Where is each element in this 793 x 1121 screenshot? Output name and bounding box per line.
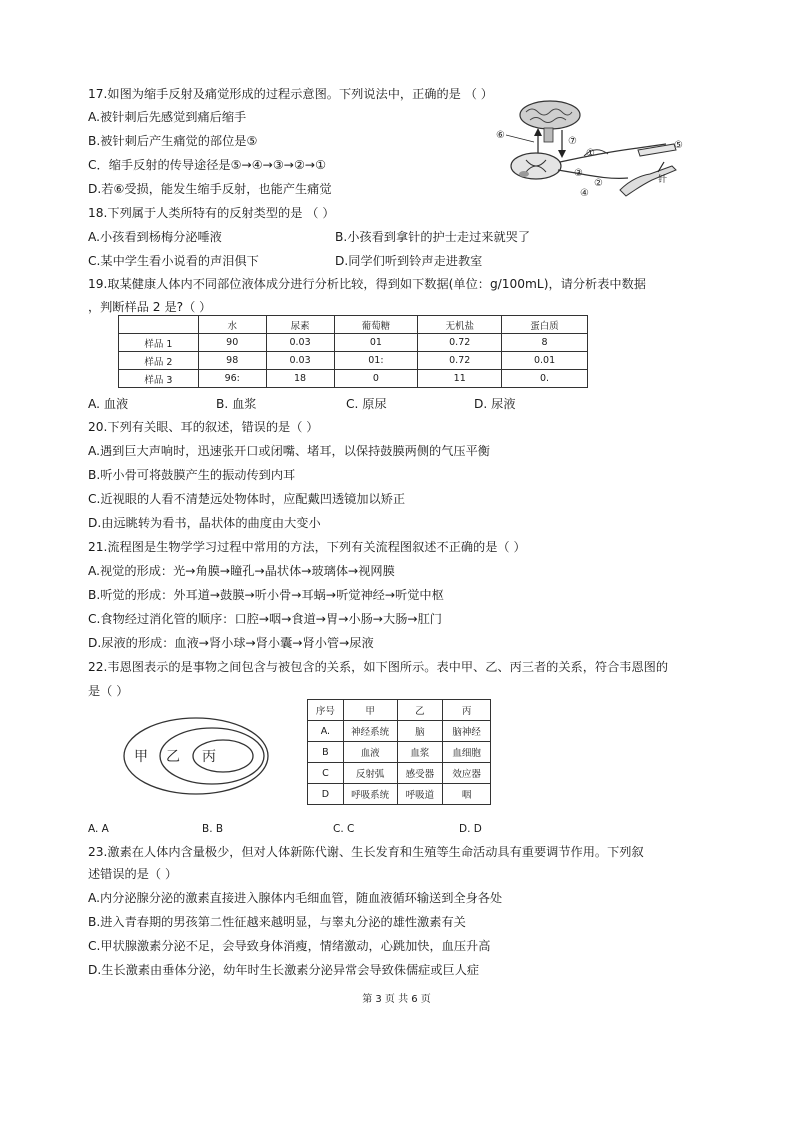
q19-stem-line2: ，判断样品 2 是?（ ） (88, 300, 212, 314)
figure-label-6: ⑥ (496, 130, 505, 141)
table-header: 序号 (308, 700, 344, 721)
q20-stem: 20.下列有关眼、耳的叙述，错误的是（ ） (88, 420, 319, 434)
table-row (308, 721, 491, 742)
table-header: 葡萄糖 (334, 316, 418, 334)
spinal-cord-illustration (511, 153, 561, 179)
table-cell: C (308, 763, 344, 784)
q17-stem: 17.如图为缩手反射及痛觉形成的过程示意图。下列说法中，正确的是 （ ） (88, 87, 493, 101)
table-header: 尿素 (266, 316, 334, 334)
q19-option-a: A. 血液 (88, 397, 129, 411)
table-cell: 呼吸系统 (343, 784, 397, 805)
figure-label-2: ② (594, 178, 603, 189)
table-cell: 01: (334, 352, 418, 370)
q23-option-c: C.甲状腺激素分泌不足，会导致身体消瘦，情绪激动，心跳加快，血压升高 (88, 939, 491, 953)
q19-option-b: B. 血浆 (216, 397, 257, 411)
q23-option-a: A.内分泌腺分泌的激素直接进入腺体内毛细血管，随血液循环输送到全身各处 (88, 891, 503, 905)
q18-stem: 18.下列属于人类所特有的反射类型的是 （ ） (88, 206, 335, 220)
q17-option-d: D.若⑥受损，能发生缩手反射，也能产生痛觉 (88, 182, 332, 196)
table-cell: 脑神经 (443, 721, 491, 742)
table-cell: 01 (334, 334, 418, 352)
q23-option-d: D.生长激素由垂体分泌，幼年时生长激素分泌异常会导致侏儒症或巨人症 (88, 963, 480, 977)
table-cell: 脑 (397, 721, 443, 742)
figure-label-7: ⑦ (568, 136, 577, 147)
q22-option-a: A. A (88, 823, 109, 835)
table-row (308, 784, 491, 805)
table-cell: 神经系统 (343, 721, 397, 742)
table-header: 蛋白质 (502, 316, 588, 334)
table-cell: B (308, 742, 344, 763)
q20-option-a: A.遇到巨大声响时，迅速张开口或闭嘴、堵耳，以保持鼓膜两侧的气压平衡 (88, 444, 490, 458)
q21-stem: 21.流程图是生物学学习过程中常用的方法，下列有关流程图叙述不正确的是（ ） (88, 540, 526, 554)
q23-stem-line1: 23.激素在人体内含量极少，但对人体新陈代谢、生长发育和生殖等生命活动具有重要调节作用。下列叙 (88, 845, 644, 859)
q18-option-a: A.小孩看到杨梅分泌唾液 (88, 230, 222, 244)
arm-illustration (620, 144, 676, 196)
q19-option-d: D. 尿液 (474, 397, 516, 411)
venn-diagram (120, 712, 272, 802)
q17-option-c: C．缩手反射的传导途径是⑤→④→③→②→① (88, 158, 327, 172)
q20-option-c: C.近视眼的人看不清楚远处物体时，应配戴凹透镜加以矫正 (88, 492, 406, 506)
table-row (119, 352, 588, 370)
figure-label-needle: 针 (658, 175, 668, 185)
q19-stem-line1: 19.取某健康人体内不同部位液体成分进行分析比较，得到如下数据(单位：g/100mL)，请分析表中数据 (88, 277, 646, 291)
table-header-row (119, 316, 588, 334)
table-header: 丙 (443, 700, 491, 721)
q21-option-d: D.尿液的形成：血液→肾小球→肾小囊→肾小管→尿液 (88, 636, 374, 650)
venn-label-bing: 丙 (202, 749, 216, 765)
table-cell: 8 (502, 334, 588, 352)
table-cell: 呼吸道 (397, 784, 443, 805)
table-cell: D (308, 784, 344, 805)
table-cell: 感受器 (397, 763, 443, 784)
table-cell: 血细胞 (443, 742, 491, 763)
table-cell: 反射弧 (343, 763, 397, 784)
fluid-composition-table (118, 315, 588, 388)
q23-option-b: B.进入青春期的男孩第二性征越来越明显，与睾丸分泌的雄性激素有关 (88, 915, 466, 929)
table-cell: 样品 3 (119, 370, 199, 388)
table-row (119, 370, 588, 388)
venn-label-jia: 甲 (134, 749, 148, 765)
venn-label-yi: 乙 (166, 749, 180, 765)
table-cell: 0. (502, 370, 588, 388)
table-cell: 咽 (443, 784, 491, 805)
q18-option-b: B.小孩看到拿针的护士走过来就哭了 (335, 230, 531, 244)
q21-option-c: C.食物经过消化管的顺序：口腔→咽→食道→胃→小肠→大肠→肛门 (88, 612, 442, 626)
figure-label-3: ③ (574, 168, 583, 179)
q23-stem-line2: 述错误的是（ ） (88, 867, 178, 881)
page-footer: 第 3 页 共 6 页 (362, 994, 431, 1005)
q17-option-b: B.被针刺后产生痛觉的部位是⑤ (88, 134, 258, 148)
figure-label-5: ⑤ (674, 140, 683, 151)
table-cell: 0.72 (418, 352, 502, 370)
table-cell: 效应器 (443, 763, 491, 784)
table-cell: 90 (198, 334, 266, 352)
table-header: 水 (198, 316, 266, 334)
table-cell: 样品 1 (119, 334, 199, 352)
table-cell: 0.72 (418, 334, 502, 352)
table-cell: 样品 2 (119, 352, 199, 370)
q21-option-b: B.听觉的形成：外耳道→鼓膜→听小骨→耳蜗→听觉神经→听觉中枢 (88, 588, 444, 602)
table-header-row (308, 700, 491, 721)
table-cell: 0 (334, 370, 418, 388)
table-header: 乙 (397, 700, 443, 721)
q19-option-c: C. 原尿 (346, 397, 387, 411)
table-cell: 98 (198, 352, 266, 370)
table-header (119, 316, 199, 334)
table-cell: 96: (198, 370, 266, 388)
reflex-arc-figure (488, 98, 694, 200)
table-header: 甲 (343, 700, 397, 721)
q20-option-b: B.听小骨可将鼓膜产生的振动传到内耳 (88, 468, 296, 482)
venn-options-table (307, 699, 491, 805)
table-cell: 11 (418, 370, 502, 388)
q18-option-d: D.同学们听到铃声走进教室 (335, 254, 483, 268)
table-cell: 0.03 (266, 334, 334, 352)
table-row (308, 763, 491, 784)
table-cell: 血液 (343, 742, 397, 763)
q18-option-c: C.某中学生看小说看的声泪俱下 (88, 254, 259, 268)
q21-option-a: A.视觉的形成：光→角膜→瞳孔→晶状体→玻璃体→视网膜 (88, 564, 395, 578)
q22-stem-line2: 是（ ） (88, 684, 129, 698)
q22-stem-line1: 22.韦恩图表示的是事物之间包含与被包含的关系，如下图所示。表中甲、乙、丙三者的关系，符合韦恩图的 (88, 660, 669, 674)
table-cell: 18 (266, 370, 334, 388)
q22-option-c: C. C (333, 823, 355, 835)
table-row (119, 334, 588, 352)
q20-option-d: D.由远眺转为看书，晶状体的曲度由大变小 (88, 516, 321, 530)
table-row (308, 742, 491, 763)
q22-option-d: D. D (459, 823, 482, 835)
table-cell: A. (308, 721, 344, 742)
table-header: 无机盐 (418, 316, 502, 334)
table-cell: 0.01 (502, 352, 588, 370)
table-cell: 0.03 (266, 352, 334, 370)
q22-option-b: B. B (202, 823, 224, 835)
q17-option-a: A.被针刺后先感觉到痛后缩手 (88, 110, 247, 124)
table-cell: 血浆 (397, 742, 443, 763)
figure-label-1: ① (586, 148, 595, 159)
figure-label-4: ④ (580, 188, 589, 199)
